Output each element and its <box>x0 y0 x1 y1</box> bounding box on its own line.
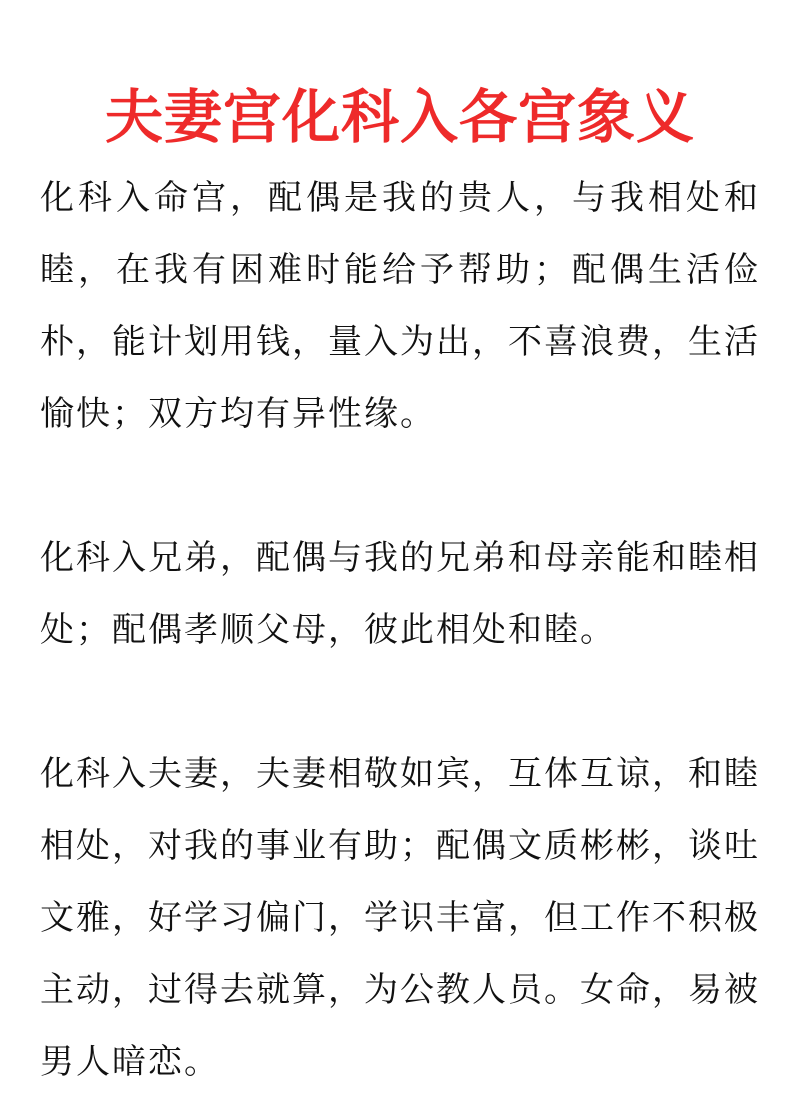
paragraph-spouse-palace: 化科入夫妻，夫妻相敬如宾，互体互谅，和睦相处，对我的事业有助；配偶文质彬彬，谈吐文雅，好学习偏门，学识丰富，但工作不积极主动，过得去就算，为公教人员。女命，易被男人暗恋。 <box>40 754 760 1082</box>
paragraph-siblings-palace: 化科入兄弟，配偶与我的兄弟和母亲能和睦相处；配偶孝顺父母，彼此相处和睦。 <box>40 538 760 650</box>
page-title: 夫妻宫化科入各宫象义 <box>104 83 695 151</box>
paragraph-life-palace: 化科入命宫，配偶是我的贵人，与我相处和睦，在我有困难时能给予帮助；配偶生活俭朴，能计划用钱，量入为出，不喜浪费，生活愉快；双方均有异性缘。 <box>40 178 760 434</box>
